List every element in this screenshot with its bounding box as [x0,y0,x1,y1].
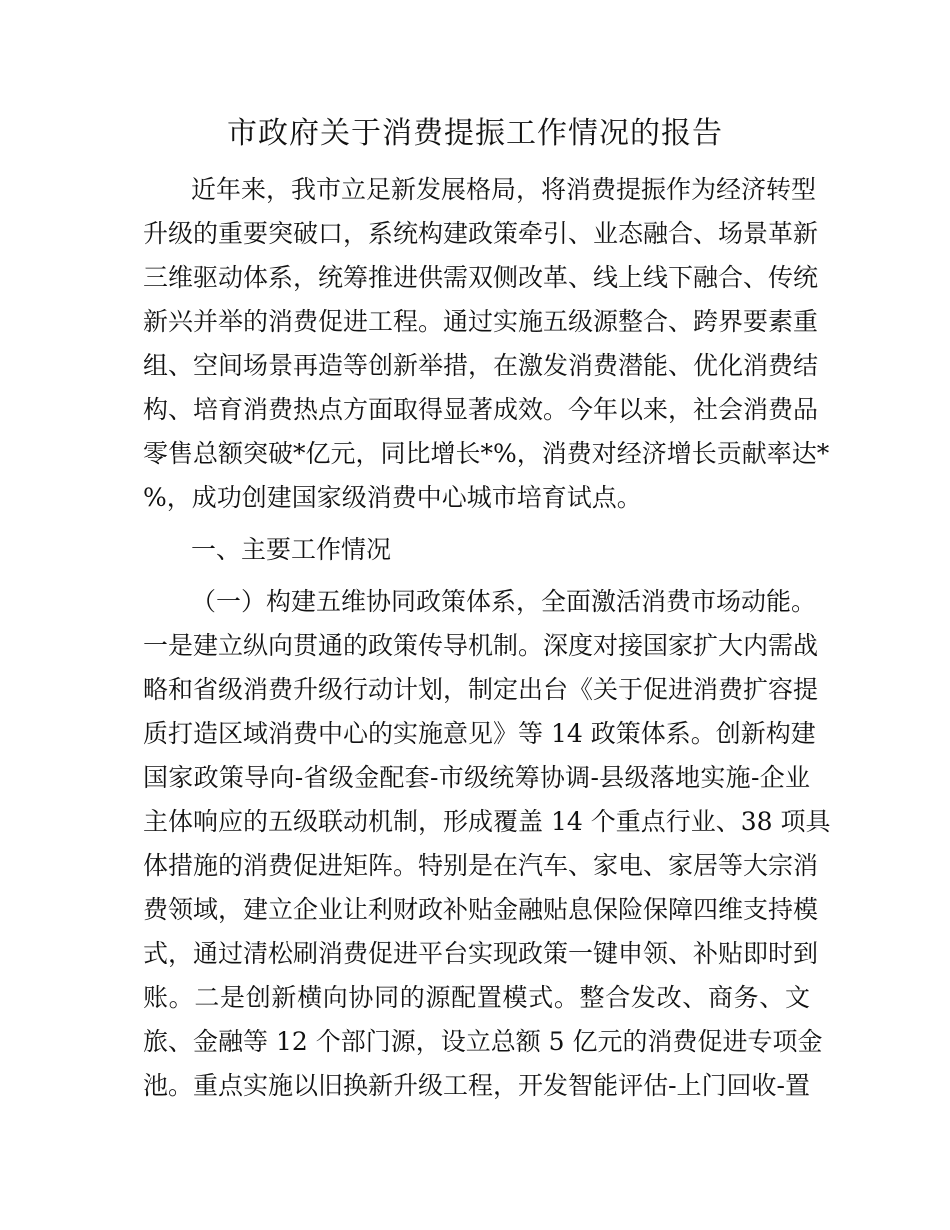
paragraph-line: 旅、金融等 12 个部门源，设立总额 5 亿元的消费促进专项金 [143,1027,823,1056]
paragraph-line: 构、培育消费热点方面取得显著成效。今年以来，社会消费品 [143,395,819,424]
paragraph-line: 体措施的消费促进矩阵。特别是在汽车、家电、家居等大宗消 [143,851,819,880]
subsection-heading: （一）构建五维协同政策体系，全面激活消费市场动能。 [191,587,817,616]
paragraph-line: 新兴并举的消费促进工程。通过实施五级源整合、跨界要素重 [143,307,819,336]
paragraph-line: 近年来，我市立足新发展格局，将消费提振作为经济转型 [191,175,817,204]
paragraph-line: 组、空间场景再造等创新举措，在激发消费潜能、优化消费结 [143,351,819,380]
document-title: 市政府关于消费提振工作情况的报告 [227,116,723,151]
paragraph-line: 一是建立纵向贯通的政策传导机制。深度对接国家扩大内需战 [143,631,819,660]
paragraph-line: 升级的重要突破口，系统构建政策牵引、业态融合、场景革新 [143,219,819,248]
paragraph-line: 主体响应的五级联动机制，形成覆盖 14 个重点行业、38 项具 [143,807,831,836]
paragraph-line: 账。二是创新横向协同的源配置模式。整合发改、商务、文 [143,983,810,1012]
paragraph-line: 国家政策导向-省级金配套-市级统筹协调-县级落地实施-企业 [143,763,810,792]
paragraph-line: 略和省级消费升级行动计划，制定出台《关于促进消费扩容提 [143,675,819,704]
section-heading: 一、主要工作情况 [191,535,392,564]
paragraph-line: 零售总额突破*亿元，同比增长*%，消费对经济增长贡献率达* [143,439,830,468]
paragraph-line: %，成功创建国家级消费中心城市培育试点。 [143,483,642,512]
paragraph-line: 质打造区域消费中心的实施意见》等 14 政策体系。创新构建 [143,719,816,748]
paragraph-line: 池。重点实施以旧换新升级工程，开发智能评估-上门回收-置 [143,1071,810,1100]
paragraph-line: 费领域，建立企业让利财政补贴金融贴息保险保障四维支持模 [143,895,819,924]
paragraph-line: 三维驱动体系，统筹推进供需双侧改革、线上线下融合、传统 [143,263,819,292]
paragraph-line: 式，通过清松刷消费促进平台实现政策一键申领、补贴即时到 [143,939,819,968]
